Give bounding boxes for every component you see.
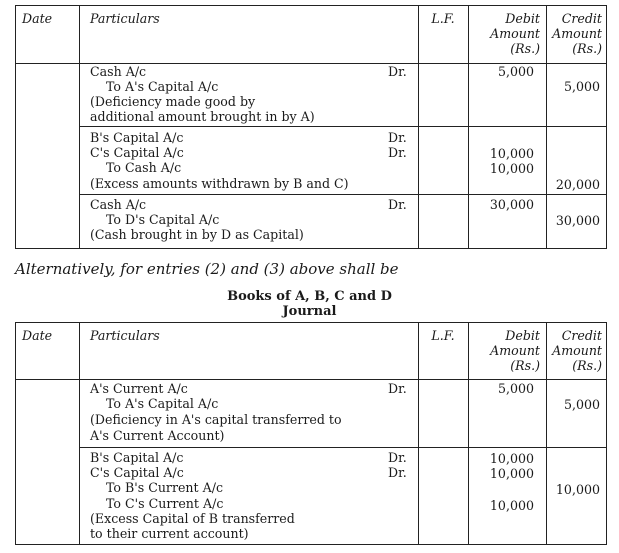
header-debit: Debit [505,11,540,26]
header-credit: (Rs.) [572,358,602,373]
debit-amount: 10,000 [489,451,534,466]
header-debit: Debit [505,328,540,343]
dr-marker: Dr. [388,381,407,396]
debit-amount: 30,000 [489,197,534,212]
debit-amount: 10,000 [489,466,534,481]
header-lf: L.F. [431,328,455,343]
debit-amount: 5,000 [497,381,534,396]
header-credit: Amount [552,26,602,41]
header-particulars: Particulars [90,11,160,26]
dr-marker: Dr. [388,450,407,465]
entry-line: To Cash A/c [106,160,182,175]
debit-amount: 10,000 [489,498,534,513]
entry-line: B's Capital A/c [90,450,184,465]
journal-title: Journal [282,304,337,319]
entry-line: To D's Capital A/c [106,212,220,227]
entry-line: C's Capital A/c [90,465,184,480]
header-credit: (Rs.) [572,41,602,56]
entry-line: Cash A/c [90,64,147,79]
entry-line: To B's Current A/c [106,480,223,495]
dr-marker: Dr. [388,64,407,79]
dr-marker: Dr. [388,197,407,212]
entry-narration: A's Current Account) [90,428,225,443]
header-date: Date [22,11,53,26]
header-debit: Amount [490,26,540,41]
credit-amount: 30,000 [555,213,600,228]
entry-line: To A's Capital A/c [106,79,219,94]
entry-line: B's Capital A/c [90,130,184,145]
entry-line: Cash A/c [90,197,147,212]
entry-narration: (Excess amounts withdrawn by B and C) [90,176,349,191]
entry-line: To A's Capital A/c [106,396,219,411]
alternative-note: Alternatively, for entries (2) and (3) above shall be [15,260,399,278]
journal-table-2 [15,322,607,545]
header-credit: Amount [552,343,602,358]
header-particulars: Particulars [90,328,160,343]
entry-narration: (Deficiency made good by [90,94,256,109]
entry-line: C's Capital A/c [90,145,184,160]
journal-table-1 [15,5,607,249]
header-debit: Amount [490,343,540,358]
entry-narration: (Deficiency in A's capital transferred to [90,412,342,427]
entry-line: To C's Current A/c [106,496,224,511]
credit-amount: 10,000 [555,482,600,497]
header-credit: Credit [561,328,602,343]
dr-marker: Dr. [388,145,407,160]
header-credit: Credit [561,11,602,26]
header-debit: (Rs.) [510,358,540,373]
debit-amount: 5,000 [497,64,534,79]
header-debit: (Rs.) [510,41,540,56]
entry-narration: additional amount brought in by A) [90,109,315,124]
entry-narration: (Excess Capital of B transferred [90,511,295,526]
debit-amount: 10,000 [489,146,534,161]
credit-amount: 5,000 [563,79,600,94]
dr-marker: Dr. [388,465,407,480]
header-date: Date [22,328,53,343]
entry-line: A's Current A/c [90,381,188,396]
entry-narration: (Cash brought in by D as Capital) [90,227,304,242]
entry-narration: to their current account) [90,526,249,541]
credit-amount: 20,000 [555,177,600,192]
books-title: Books of A, B, C and D [227,289,392,304]
header-lf: L.F. [431,11,455,26]
dr-marker: Dr. [388,130,407,145]
credit-amount: 5,000 [563,397,600,412]
debit-amount: 10,000 [489,161,534,176]
